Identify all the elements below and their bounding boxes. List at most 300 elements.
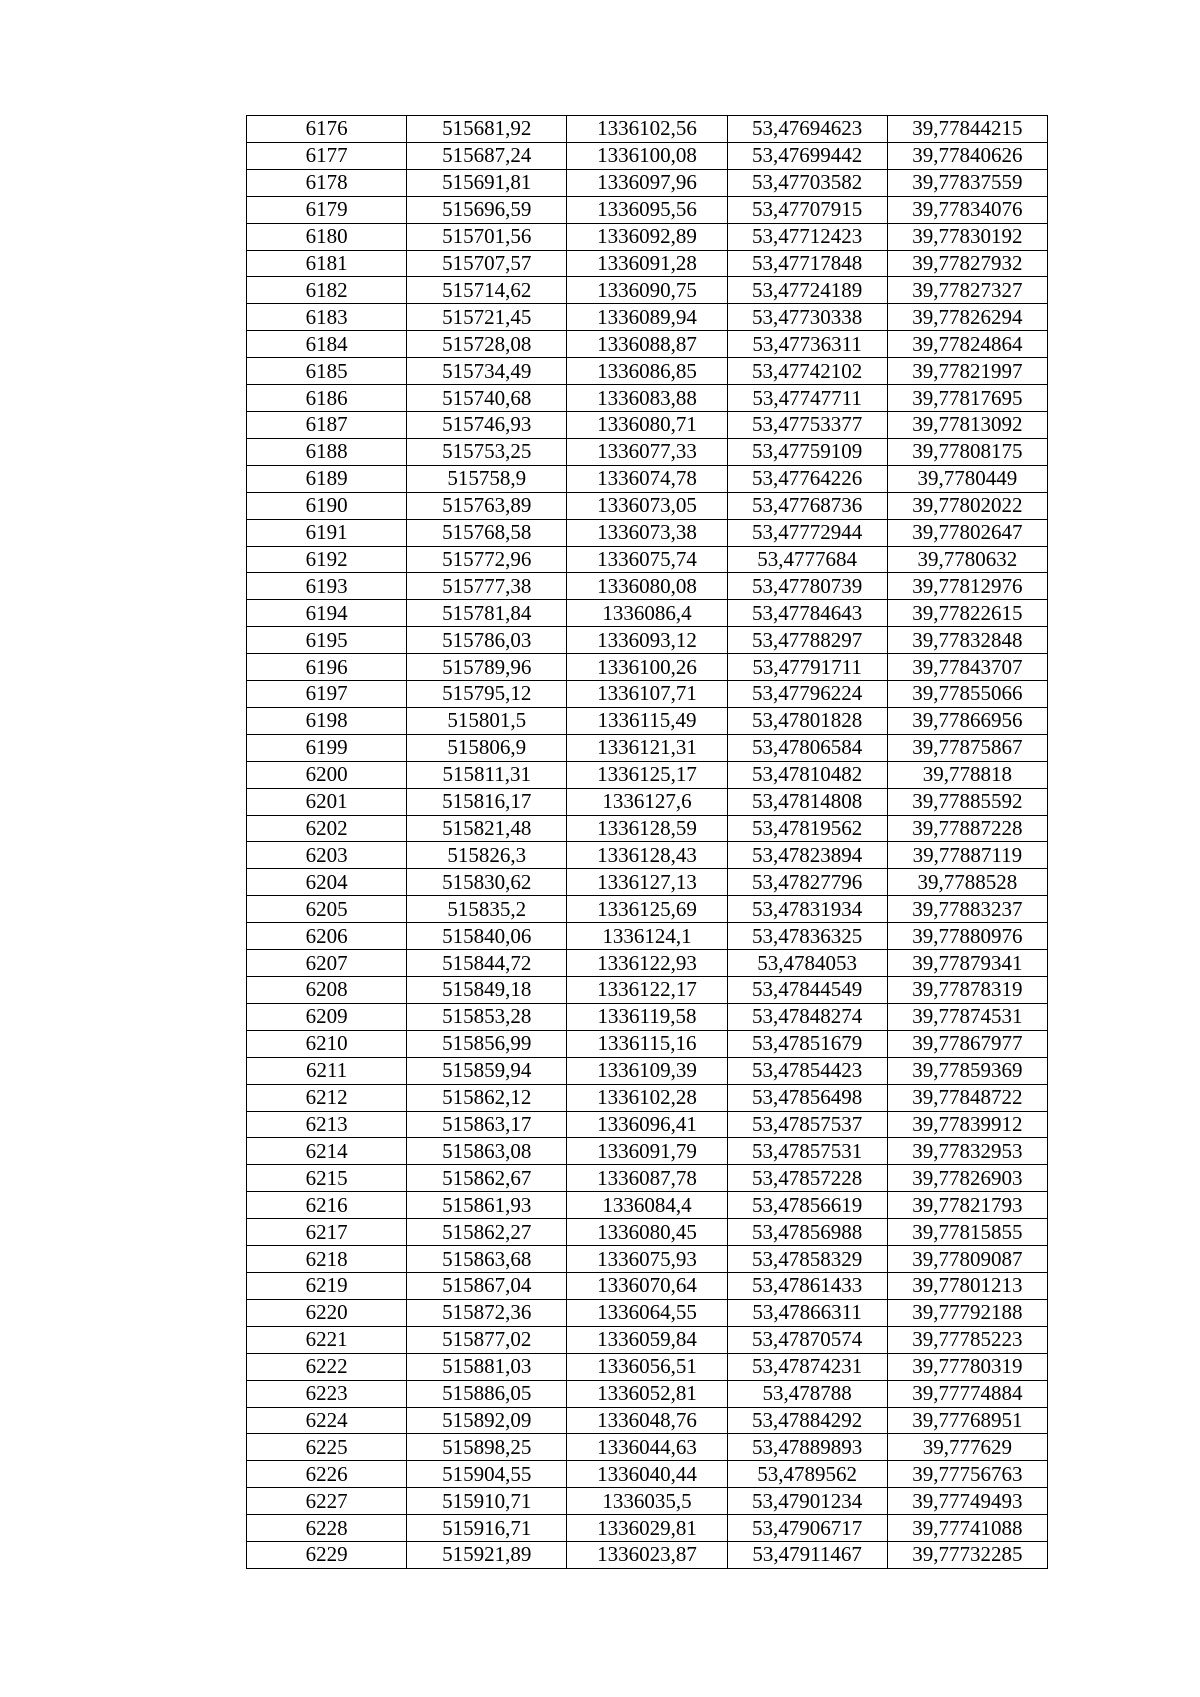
- longitude-cell: 39,77848722: [887, 1084, 1047, 1111]
- x-coordinate-cell: 515734,49: [407, 358, 567, 385]
- latitude-cell: 53,47801828: [727, 707, 887, 734]
- y-coordinate-cell: 1336074,78: [567, 465, 727, 492]
- y-coordinate-cell: 1336125,69: [567, 896, 727, 923]
- x-coordinate-cell: 515849,18: [407, 977, 567, 1004]
- point-number-cell: 6224: [247, 1407, 407, 1434]
- longitude-cell: 39,77749493: [887, 1488, 1047, 1515]
- table-row: [247, 1353, 1048, 1380]
- latitude-cell: 53,478788: [727, 1380, 887, 1407]
- longitude-cell: 39,77732285: [887, 1542, 1047, 1569]
- y-coordinate-cell: 1336097,96: [567, 169, 727, 196]
- x-coordinate-cell: 515863,68: [407, 1246, 567, 1273]
- x-coordinate-cell: 515853,28: [407, 1003, 567, 1030]
- longitude-cell: 39,7780449: [887, 465, 1047, 492]
- y-coordinate-cell: 1336127,6: [567, 788, 727, 815]
- x-coordinate-cell: 515781,84: [407, 600, 567, 627]
- x-coordinate-cell: 515768,58: [407, 519, 567, 546]
- y-coordinate-cell: 1336095,56: [567, 196, 727, 223]
- longitude-cell: 39,77887228: [887, 815, 1047, 842]
- point-number-cell: 6182: [247, 277, 407, 304]
- y-coordinate-cell: 1336075,93: [567, 1246, 727, 1273]
- latitude-cell: 53,47703582: [727, 169, 887, 196]
- point-number-cell: 6213: [247, 1111, 407, 1138]
- y-coordinate-cell: 1336086,85: [567, 358, 727, 385]
- longitude-cell: 39,77827932: [887, 250, 1047, 277]
- longitude-cell: 39,77827327: [887, 277, 1047, 304]
- table-row: [247, 1246, 1048, 1273]
- longitude-cell: 39,77879341: [887, 950, 1047, 977]
- latitude-cell: 53,47806584: [727, 734, 887, 761]
- point-number-cell: 6206: [247, 923, 407, 950]
- latitude-cell: 53,47730338: [727, 304, 887, 331]
- latitude-cell: 53,47780739: [727, 573, 887, 600]
- table-row: [247, 788, 1048, 815]
- table-row: [247, 761, 1048, 788]
- longitude-cell: 39,77866956: [887, 707, 1047, 734]
- point-number-cell: 6180: [247, 223, 407, 250]
- longitude-cell: 39,77843707: [887, 654, 1047, 681]
- point-number-cell: 6186: [247, 385, 407, 412]
- table-row: [247, 1488, 1048, 1515]
- x-coordinate-cell: 515898,25: [407, 1434, 567, 1461]
- latitude-cell: 53,47901234: [727, 1488, 887, 1515]
- latitude-cell: 53,47784643: [727, 600, 887, 627]
- table-row: [247, 1299, 1048, 1326]
- y-coordinate-cell: 1336040,44: [567, 1461, 727, 1488]
- longitude-cell: 39,77855066: [887, 681, 1047, 708]
- x-coordinate-cell: 515877,02: [407, 1326, 567, 1353]
- table-row: [247, 438, 1048, 465]
- x-coordinate-cell: 515777,38: [407, 573, 567, 600]
- longitude-cell: 39,77844215: [887, 116, 1047, 143]
- y-coordinate-cell: 1336029,81: [567, 1515, 727, 1542]
- latitude-cell: 53,47814808: [727, 788, 887, 815]
- x-coordinate-cell: 515753,25: [407, 438, 567, 465]
- point-number-cell: 6189: [247, 465, 407, 492]
- point-number-cell: 6223: [247, 1380, 407, 1407]
- y-coordinate-cell: 1336080,71: [567, 411, 727, 438]
- y-coordinate-cell: 1336080,08: [567, 573, 727, 600]
- x-coordinate-cell: 515714,62: [407, 277, 567, 304]
- longitude-cell: 39,77826294: [887, 304, 1047, 331]
- table-row: [247, 1326, 1048, 1353]
- x-coordinate-cell: 515862,27: [407, 1219, 567, 1246]
- latitude-cell: 53,47707915: [727, 196, 887, 223]
- latitude-cell: 53,47823894: [727, 842, 887, 869]
- point-number-cell: 6191: [247, 519, 407, 546]
- latitude-cell: 53,47858329: [727, 1246, 887, 1273]
- longitude-cell: 39,77741088: [887, 1515, 1047, 1542]
- latitude-cell: 53,47831934: [727, 896, 887, 923]
- y-coordinate-cell: 1336075,74: [567, 546, 727, 573]
- y-coordinate-cell: 1336091,28: [567, 250, 727, 277]
- y-coordinate-cell: 1336125,17: [567, 761, 727, 788]
- table-row: [247, 1111, 1048, 1138]
- x-coordinate-cell: 515772,96: [407, 546, 567, 573]
- point-number-cell: 6211: [247, 1057, 407, 1084]
- latitude-cell: 53,47694623: [727, 116, 887, 143]
- y-coordinate-cell: 1336086,4: [567, 600, 727, 627]
- table-row: [247, 707, 1048, 734]
- longitude-cell: 39,77822615: [887, 600, 1047, 627]
- longitude-cell: 39,77839912: [887, 1111, 1047, 1138]
- x-coordinate-cell: 515681,92: [407, 116, 567, 143]
- latitude-cell: 53,47844549: [727, 977, 887, 1004]
- x-coordinate-cell: 515916,71: [407, 1515, 567, 1542]
- point-number-cell: 6185: [247, 358, 407, 385]
- longitude-cell: 39,77834076: [887, 196, 1047, 223]
- table-row: [247, 385, 1048, 412]
- point-number-cell: 6214: [247, 1138, 407, 1165]
- point-number-cell: 6209: [247, 1003, 407, 1030]
- longitude-cell: 39,77802647: [887, 519, 1047, 546]
- x-coordinate-cell: 515921,89: [407, 1542, 567, 1569]
- table-row: [247, 1434, 1048, 1461]
- point-number-cell: 6225: [247, 1434, 407, 1461]
- point-number-cell: 6205: [247, 896, 407, 923]
- point-number-cell: 6227: [247, 1488, 407, 1515]
- x-coordinate-cell: 515862,67: [407, 1165, 567, 1192]
- table-row: [247, 250, 1048, 277]
- table-row: [247, 1515, 1048, 1542]
- y-coordinate-cell: 1336023,87: [567, 1542, 727, 1569]
- latitude-cell: 53,47796224: [727, 681, 887, 708]
- y-coordinate-cell: 1336122,17: [567, 977, 727, 1004]
- latitude-cell: 53,47866311: [727, 1299, 887, 1326]
- point-number-cell: 6181: [247, 250, 407, 277]
- table-row: [247, 546, 1048, 573]
- table-row: [247, 896, 1048, 923]
- latitude-cell: 53,47772944: [727, 519, 887, 546]
- latitude-cell: 53,47791711: [727, 654, 887, 681]
- latitude-cell: 53,47736311: [727, 331, 887, 358]
- point-number-cell: 6207: [247, 950, 407, 977]
- longitude-cell: 39,77840626: [887, 142, 1047, 169]
- x-coordinate-cell: 515861,93: [407, 1192, 567, 1219]
- point-number-cell: 6192: [247, 546, 407, 573]
- longitude-cell: 39,77768951: [887, 1407, 1047, 1434]
- longitude-cell: 39,77875867: [887, 734, 1047, 761]
- x-coordinate-cell: 515721,45: [407, 304, 567, 331]
- point-number-cell: 6215: [247, 1165, 407, 1192]
- point-number-cell: 6184: [247, 331, 407, 358]
- y-coordinate-cell: 1336083,88: [567, 385, 727, 412]
- table-row: [247, 950, 1048, 977]
- y-coordinate-cell: 1336100,08: [567, 142, 727, 169]
- y-coordinate-cell: 1336073,05: [567, 492, 727, 519]
- x-coordinate-cell: 515811,31: [407, 761, 567, 788]
- x-coordinate-cell: 515844,72: [407, 950, 567, 977]
- latitude-cell: 53,4784053: [727, 950, 887, 977]
- y-coordinate-cell: 1336102,56: [567, 116, 727, 143]
- x-coordinate-cell: 515691,81: [407, 169, 567, 196]
- latitude-cell: 53,47856619: [727, 1192, 887, 1219]
- longitude-cell: 39,77859369: [887, 1057, 1047, 1084]
- latitude-cell: 53,47788297: [727, 627, 887, 654]
- y-coordinate-cell: 1336052,81: [567, 1380, 727, 1407]
- y-coordinate-cell: 1336109,39: [567, 1057, 727, 1084]
- x-coordinate-cell: 515886,05: [407, 1380, 567, 1407]
- point-number-cell: 6202: [247, 815, 407, 842]
- point-number-cell: 6201: [247, 788, 407, 815]
- y-coordinate-cell: 1336092,89: [567, 223, 727, 250]
- table-row: [247, 116, 1048, 143]
- x-coordinate-cell: 515763,89: [407, 492, 567, 519]
- latitude-cell: 53,47870574: [727, 1326, 887, 1353]
- latitude-cell: 53,47884292: [727, 1407, 887, 1434]
- y-coordinate-cell: 1336080,45: [567, 1219, 727, 1246]
- longitude-cell: 39,77830192: [887, 223, 1047, 250]
- coordinates-table-body: [247, 116, 1048, 1569]
- latitude-cell: 53,47861433: [727, 1272, 887, 1299]
- y-coordinate-cell: 1336084,4: [567, 1192, 727, 1219]
- latitude-cell: 53,47827796: [727, 869, 887, 896]
- table-row: [247, 573, 1048, 600]
- table-row: [247, 411, 1048, 438]
- x-coordinate-cell: 515863,08: [407, 1138, 567, 1165]
- y-coordinate-cell: 1336093,12: [567, 627, 727, 654]
- point-number-cell: 6195: [247, 627, 407, 654]
- longitude-cell: 39,77824864: [887, 331, 1047, 358]
- x-coordinate-cell: 515728,08: [407, 331, 567, 358]
- longitude-cell: 39,77815855: [887, 1219, 1047, 1246]
- x-coordinate-cell: 515816,17: [407, 788, 567, 815]
- longitude-cell: 39,77832953: [887, 1138, 1047, 1165]
- y-coordinate-cell: 1336044,63: [567, 1434, 727, 1461]
- latitude-cell: 53,47857537: [727, 1111, 887, 1138]
- x-coordinate-cell: 515801,5: [407, 707, 567, 734]
- latitude-cell: 53,47819562: [727, 815, 887, 842]
- longitude-cell: 39,77826903: [887, 1165, 1047, 1192]
- latitude-cell: 53,47747711: [727, 385, 887, 412]
- y-coordinate-cell: 1336056,51: [567, 1353, 727, 1380]
- x-coordinate-cell: 515904,55: [407, 1461, 567, 1488]
- x-coordinate-cell: 515826,3: [407, 842, 567, 869]
- table-row: [247, 1219, 1048, 1246]
- x-coordinate-cell: 515707,57: [407, 250, 567, 277]
- y-coordinate-cell: 1336124,1: [567, 923, 727, 950]
- x-coordinate-cell: 515740,68: [407, 385, 567, 412]
- longitude-cell: 39,77874531: [887, 1003, 1047, 1030]
- point-number-cell: 6179: [247, 196, 407, 223]
- latitude-cell: 53,47856498: [727, 1084, 887, 1111]
- latitude-cell: 53,47724189: [727, 277, 887, 304]
- table-row: [247, 1003, 1048, 1030]
- point-number-cell: 6222: [247, 1353, 407, 1380]
- y-coordinate-cell: 1336059,84: [567, 1326, 727, 1353]
- x-coordinate-cell: 515701,56: [407, 223, 567, 250]
- x-coordinate-cell: 515881,03: [407, 1353, 567, 1380]
- x-coordinate-cell: 515789,96: [407, 654, 567, 681]
- table-row: [247, 1380, 1048, 1407]
- table-row: [247, 734, 1048, 761]
- latitude-cell: 53,47699442: [727, 142, 887, 169]
- point-number-cell: 6216: [247, 1192, 407, 1219]
- y-coordinate-cell: 1336088,87: [567, 331, 727, 358]
- latitude-cell: 53,47712423: [727, 223, 887, 250]
- x-coordinate-cell: 515863,17: [407, 1111, 567, 1138]
- latitude-cell: 53,47759109: [727, 438, 887, 465]
- x-coordinate-cell: 515821,48: [407, 815, 567, 842]
- point-number-cell: 6212: [247, 1084, 407, 1111]
- table-row: [247, 1030, 1048, 1057]
- longitude-cell: 39,77813092: [887, 411, 1047, 438]
- y-coordinate-cell: 1336115,49: [567, 707, 727, 734]
- longitude-cell: 39,77883237: [887, 896, 1047, 923]
- longitude-cell: 39,77832848: [887, 627, 1047, 654]
- y-coordinate-cell: 1336128,59: [567, 815, 727, 842]
- table-row: [247, 842, 1048, 869]
- longitude-cell: 39,77785223: [887, 1326, 1047, 1353]
- table-row: [247, 465, 1048, 492]
- y-coordinate-cell: 1336089,94: [567, 304, 727, 331]
- point-number-cell: 6218: [247, 1246, 407, 1273]
- y-coordinate-cell: 1336048,76: [567, 1407, 727, 1434]
- table-row: [247, 681, 1048, 708]
- x-coordinate-cell: 515786,03: [407, 627, 567, 654]
- point-number-cell: 6221: [247, 1326, 407, 1353]
- table-row: [247, 977, 1048, 1004]
- table-row: [247, 1542, 1048, 1569]
- point-number-cell: 6199: [247, 734, 407, 761]
- y-coordinate-cell: 1336035,5: [567, 1488, 727, 1515]
- table-row: [247, 1138, 1048, 1165]
- table-row: [247, 1057, 1048, 1084]
- table-row: [247, 815, 1048, 842]
- y-coordinate-cell: 1336119,58: [567, 1003, 727, 1030]
- y-coordinate-cell: 1336073,38: [567, 519, 727, 546]
- longitude-cell: 39,77808175: [887, 438, 1047, 465]
- table-row: [247, 519, 1048, 546]
- x-coordinate-cell: 515795,12: [407, 681, 567, 708]
- x-coordinate-cell: 515910,71: [407, 1488, 567, 1515]
- point-number-cell: 6193: [247, 573, 407, 600]
- latitude-cell: 53,47764226: [727, 465, 887, 492]
- y-coordinate-cell: 1336100,26: [567, 654, 727, 681]
- point-number-cell: 6198: [247, 707, 407, 734]
- longitude-cell: 39,77817695: [887, 385, 1047, 412]
- latitude-cell: 53,4777684: [727, 546, 887, 573]
- latitude-cell: 53,47874231: [727, 1353, 887, 1380]
- y-coordinate-cell: 1336102,28: [567, 1084, 727, 1111]
- y-coordinate-cell: 1336087,78: [567, 1165, 727, 1192]
- longitude-cell: 39,777629: [887, 1434, 1047, 1461]
- longitude-cell: 39,77821997: [887, 358, 1047, 385]
- longitude-cell: 39,77812976: [887, 573, 1047, 600]
- table-row: [247, 1084, 1048, 1111]
- table-row: [247, 196, 1048, 223]
- table-row: [247, 627, 1048, 654]
- table-row: [247, 923, 1048, 950]
- x-coordinate-cell: 515696,59: [407, 196, 567, 223]
- table-row: [247, 1461, 1048, 1488]
- longitude-cell: 39,77792188: [887, 1299, 1047, 1326]
- table-row: [247, 1407, 1048, 1434]
- latitude-cell: 53,47810482: [727, 761, 887, 788]
- latitude-cell: 53,47848274: [727, 1003, 887, 1030]
- point-number-cell: 6178: [247, 169, 407, 196]
- y-coordinate-cell: 1336070,64: [567, 1272, 727, 1299]
- table-row: [247, 869, 1048, 896]
- longitude-cell: 39,7788528: [887, 869, 1047, 896]
- table-row: [247, 277, 1048, 304]
- y-coordinate-cell: 1336128,43: [567, 842, 727, 869]
- coordinates-table: [246, 115, 1048, 1569]
- x-coordinate-cell: 515758,9: [407, 465, 567, 492]
- longitude-cell: 39,77821793: [887, 1192, 1047, 1219]
- point-number-cell: 6210: [247, 1030, 407, 1057]
- longitude-cell: 39,77809087: [887, 1246, 1047, 1273]
- longitude-cell: 39,77880976: [887, 923, 1047, 950]
- latitude-cell: 53,47836325: [727, 923, 887, 950]
- longitude-cell: 39,77756763: [887, 1461, 1047, 1488]
- point-number-cell: 6204: [247, 869, 407, 896]
- longitude-cell: 39,7780632: [887, 546, 1047, 573]
- longitude-cell: 39,77887119: [887, 842, 1047, 869]
- point-number-cell: 6187: [247, 411, 407, 438]
- x-coordinate-cell: 515840,06: [407, 923, 567, 950]
- latitude-cell: 53,47906717: [727, 1515, 887, 1542]
- table-row: [247, 1192, 1048, 1219]
- point-number-cell: 6188: [247, 438, 407, 465]
- latitude-cell: 53,47854423: [727, 1057, 887, 1084]
- x-coordinate-cell: 515830,62: [407, 869, 567, 896]
- point-number-cell: 6219: [247, 1272, 407, 1299]
- latitude-cell: 53,47768736: [727, 492, 887, 519]
- table-row: [247, 358, 1048, 385]
- longitude-cell: 39,77885592: [887, 788, 1047, 815]
- table-row: [247, 1272, 1048, 1299]
- point-number-cell: 6190: [247, 492, 407, 519]
- longitude-cell: 39,77774884: [887, 1380, 1047, 1407]
- y-coordinate-cell: 1336091,79: [567, 1138, 727, 1165]
- y-coordinate-cell: 1336107,71: [567, 681, 727, 708]
- point-number-cell: 6217: [247, 1219, 407, 1246]
- table-row: [247, 223, 1048, 250]
- latitude-cell: 53,4789562: [727, 1461, 887, 1488]
- table-row: [247, 304, 1048, 331]
- y-coordinate-cell: 1336115,16: [567, 1030, 727, 1057]
- x-coordinate-cell: 515867,04: [407, 1272, 567, 1299]
- table-row: [247, 331, 1048, 358]
- table-row: [247, 654, 1048, 681]
- point-number-cell: 6229: [247, 1542, 407, 1569]
- table-row: [247, 169, 1048, 196]
- latitude-cell: 53,47851679: [727, 1030, 887, 1057]
- y-coordinate-cell: 1336096,41: [567, 1111, 727, 1138]
- longitude-cell: 39,77867977: [887, 1030, 1047, 1057]
- y-coordinate-cell: 1336090,75: [567, 277, 727, 304]
- x-coordinate-cell: 515746,93: [407, 411, 567, 438]
- x-coordinate-cell: 515806,9: [407, 734, 567, 761]
- point-number-cell: 6194: [247, 600, 407, 627]
- point-number-cell: 6208: [247, 977, 407, 1004]
- y-coordinate-cell: 1336122,93: [567, 950, 727, 977]
- x-coordinate-cell: 515892,09: [407, 1407, 567, 1434]
- point-number-cell: 6226: [247, 1461, 407, 1488]
- table-row: [247, 492, 1048, 519]
- y-coordinate-cell: 1336121,31: [567, 734, 727, 761]
- x-coordinate-cell: 515687,24: [407, 142, 567, 169]
- point-number-cell: 6176: [247, 116, 407, 143]
- point-number-cell: 6177: [247, 142, 407, 169]
- longitude-cell: 39,77837559: [887, 169, 1047, 196]
- point-number-cell: 6203: [247, 842, 407, 869]
- longitude-cell: 39,77780319: [887, 1353, 1047, 1380]
- point-number-cell: 6197: [247, 681, 407, 708]
- longitude-cell: 39,77802022: [887, 492, 1047, 519]
- latitude-cell: 53,47857531: [727, 1138, 887, 1165]
